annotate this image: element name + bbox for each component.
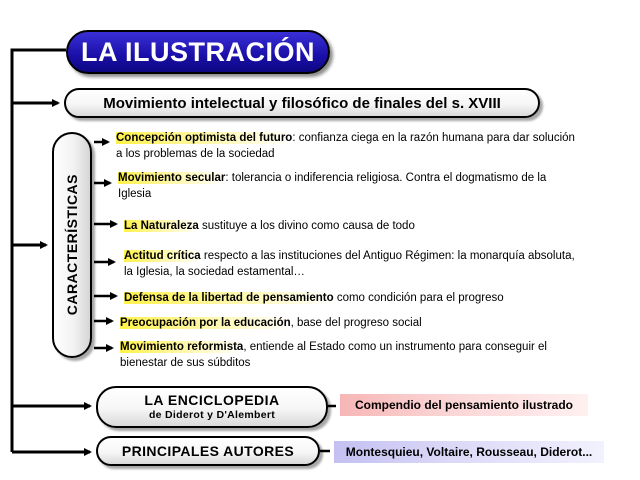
feature-4-text: respecto a las instituciones del Antiguo Régimen: la monarquía absoluta, la Iglesia, la sociedad estamental… <box>124 250 575 278</box>
feature-1 <box>112 128 582 164</box>
characteristics-pill <box>52 132 92 358</box>
authors-list: Montesquieu, Voltaire, Rousseau, Diderot... <box>345 445 593 459</box>
feature-2 <box>114 168 584 204</box>
feature-4 <box>120 246 590 282</box>
feature-5-text: como condición para el progreso <box>333 292 504 304</box>
feature-1-highlight: Concepción optimista del futuro <box>116 132 293 144</box>
feature-3-text: sustituye a los divino como causa de todo <box>198 220 415 232</box>
feature-7-text: , entiende al Estado como un instrumento para conseguir el bienestar de sus súbditos <box>120 341 547 369</box>
feature-6-highlight: Preocupación por la educación <box>120 317 291 329</box>
feature-3-highlight: La Naturaleza <box>124 220 199 232</box>
definition-text: Movimiento intelectual y filosófico de finales del s. XVIII <box>103 94 501 112</box>
feature-3 <box>120 216 590 236</box>
definition-pill <box>64 88 540 118</box>
encyclopedia-title: LA ENCICLOPEDIA <box>144 392 280 409</box>
page-title: LA ILUSTRACIÓN <box>81 36 315 67</box>
encyclopedia-description: Compendio del pensamiento ilustrado <box>354 398 574 412</box>
feature-7 <box>116 337 586 373</box>
feature-4-highlight: Actitud crítica <box>124 250 201 262</box>
feature-2-highlight: Movimiento secular <box>118 172 226 184</box>
authors-title: PRINCIPALES AUTORES <box>121 443 295 459</box>
feature-5-highlight: Defensa de la libertad de pensamiento <box>124 292 334 304</box>
characteristics-label: CARACTERÍSTICAS <box>64 174 80 316</box>
feature-2-text: : tolerancia o indiferencia religiosa. Contra el dogmatismo de la Iglesia <box>118 172 547 200</box>
authors-list-box <box>334 441 604 463</box>
authors-pill <box>96 436 320 466</box>
feature-6 <box>116 313 586 333</box>
title-pill <box>66 30 330 74</box>
feature-5 <box>120 288 590 308</box>
encyclopedia-subtitle: de Diderot y D'Alembert <box>148 409 276 422</box>
encyclopedia-pill <box>96 386 328 428</box>
feature-7-highlight: Movimiento reformista <box>120 341 244 353</box>
feature-1-text: : confianza ciega en la razón humana para dar solución a los problemas de la sociedad <box>116 132 575 160</box>
encyclopedia-description-box <box>340 394 588 416</box>
feature-6-text: , base del progreso social <box>290 317 422 329</box>
